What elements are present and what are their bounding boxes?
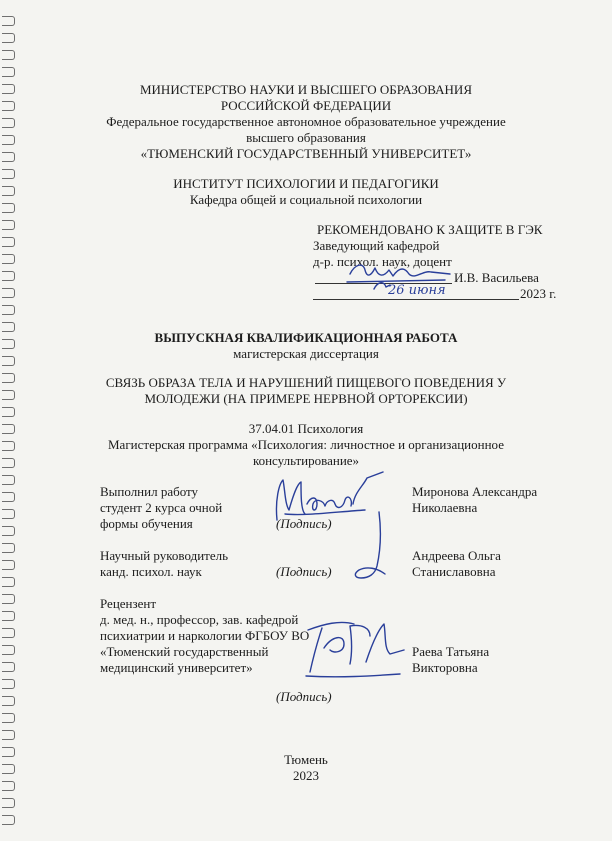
ministry-line-2: РОССИЙСКОЙ ФЕДЕРАЦИИ bbox=[220, 98, 392, 113]
approval-degree: д-р. психол. наук, доцент bbox=[313, 254, 452, 269]
reviewer-label-line-1: Рецензент bbox=[100, 596, 157, 611]
reviewer-name-line-2: Викторовна bbox=[412, 660, 478, 675]
handwritten-date-mark bbox=[372, 279, 392, 293]
binding-loop bbox=[2, 526, 15, 536]
binding-loop bbox=[2, 305, 15, 315]
city: Тюмень bbox=[284, 752, 328, 767]
binding-loop bbox=[2, 220, 15, 230]
binding-loop bbox=[2, 815, 15, 825]
binding-loop bbox=[2, 730, 15, 740]
reviewer-label-line-3: психиатрии и наркологии ФГБОУ ВО bbox=[100, 628, 310, 643]
approval-title: РЕКОМЕНДОВАНО К ЗАЩИТЕ В ГЭК bbox=[317, 222, 543, 237]
binding-loop bbox=[2, 237, 15, 247]
binding-loop bbox=[2, 407, 15, 417]
author-name-line-1: Миронова Александра bbox=[412, 484, 538, 499]
author-label-line-1: Выполнил работу bbox=[100, 484, 199, 499]
handwritten-date: 26 июня bbox=[388, 283, 446, 298]
supervisor-label-line-2: канд. психол. наук bbox=[100, 564, 202, 579]
reviewer-label-line-4: «Тюменский государственный bbox=[100, 644, 269, 659]
binding-loop bbox=[2, 492, 15, 502]
ministry-line-1: МИНИСТЕРСТВО НАУКИ И ВЫСШЕГО ОБРАЗОВАНИЯ bbox=[139, 82, 472, 97]
university-name: «ТЮМЕНСКИЙ ГОСУДАРСТВЕННЫЙ УНИВЕРСИТЕТ» bbox=[140, 146, 472, 161]
institution-line-2: высшего образования bbox=[246, 130, 366, 145]
reviewer-label-line-5: медицинский университет» bbox=[100, 660, 253, 675]
reviewer-signature bbox=[300, 614, 410, 680]
program-line-1: Магистерская программа «Психология: личностное и организационное bbox=[108, 437, 504, 452]
binding-loop bbox=[2, 645, 15, 655]
reviewer-name-line-1: Раева Татьяна bbox=[412, 644, 490, 659]
binding-loop bbox=[2, 475, 15, 485]
binding-loop bbox=[2, 679, 15, 689]
supervisor-signature bbox=[345, 508, 395, 588]
program-line-2: консультирование» bbox=[252, 453, 360, 468]
binding-loop bbox=[2, 509, 15, 519]
author-label-line-3: формы обучения bbox=[100, 516, 193, 531]
binding-loop bbox=[2, 696, 15, 706]
head-name: И.В. Васильева bbox=[454, 270, 539, 285]
institution-line-1: Федеральное государственное автономное образовательное учреждение bbox=[106, 114, 506, 129]
approval-role: Заведующий кафедрой bbox=[313, 238, 440, 253]
binding-loop bbox=[2, 577, 15, 587]
work-subtype: магистерская диссертация bbox=[233, 346, 379, 361]
year: 2023 bbox=[293, 768, 319, 783]
reviewer-label-line-2: д. мед. н., профессор, зав. кафедрой bbox=[100, 612, 299, 627]
date-line bbox=[313, 299, 519, 300]
supervisor-label-line-1: Научный руководитель bbox=[100, 548, 229, 563]
author-name-line-2: Николаевна bbox=[412, 500, 478, 515]
work-title-line-1: СВЯЗЬ ОБРАЗА ТЕЛА И НАРУШЕНИЙ ПИЩЕВОГО ПОВЕДЕНИЯ У bbox=[105, 375, 507, 390]
binding-loop bbox=[2, 543, 15, 553]
binding-loop bbox=[2, 288, 15, 298]
binding-loop bbox=[2, 594, 15, 604]
binding-loop bbox=[2, 67, 15, 77]
institute-name: ИНСТИТУТ ПСИХОЛОГИИ И ПЕДАГОГИКИ bbox=[173, 176, 439, 191]
work-type: ВЫПУСКНАЯ КВАЛИФИКАЦИОННАЯ РАБОТА bbox=[154, 330, 458, 345]
supervisor-name-line-2: Станиславовна bbox=[412, 564, 496, 579]
department-name: Кафедра общей и социальной психологии bbox=[189, 192, 423, 207]
reviewer-signature-caption: (Подпись) bbox=[276, 689, 332, 704]
binding-loop bbox=[2, 254, 15, 264]
binding-loop bbox=[2, 611, 15, 621]
binding-loop bbox=[2, 33, 15, 43]
binding-loop bbox=[2, 50, 15, 60]
specialty-code: 37.04.01 Психология bbox=[248, 421, 364, 436]
author-label-line-2: студент 2 курса очной bbox=[100, 500, 223, 515]
binding-loop bbox=[2, 713, 15, 723]
binding-loop bbox=[2, 16, 15, 26]
binding-loop bbox=[2, 271, 15, 281]
binding-loop bbox=[2, 798, 15, 808]
author-signature-caption: (Подпись) bbox=[276, 516, 332, 531]
supervisor-signature-caption: (Подпись) bbox=[276, 564, 332, 579]
work-title-line-2: МОЛОДЕЖИ (НА ПРИМЕРЕ НЕРВНОЙ ОРТОРЕКСИИ) bbox=[144, 391, 468, 406]
binding-loop bbox=[2, 628, 15, 638]
binding-loop bbox=[2, 560, 15, 570]
supervisor-name-line-1: Андреева Ольга bbox=[412, 548, 501, 563]
approval-year: 2023 г. bbox=[520, 286, 557, 301]
binding-loop bbox=[2, 662, 15, 672]
